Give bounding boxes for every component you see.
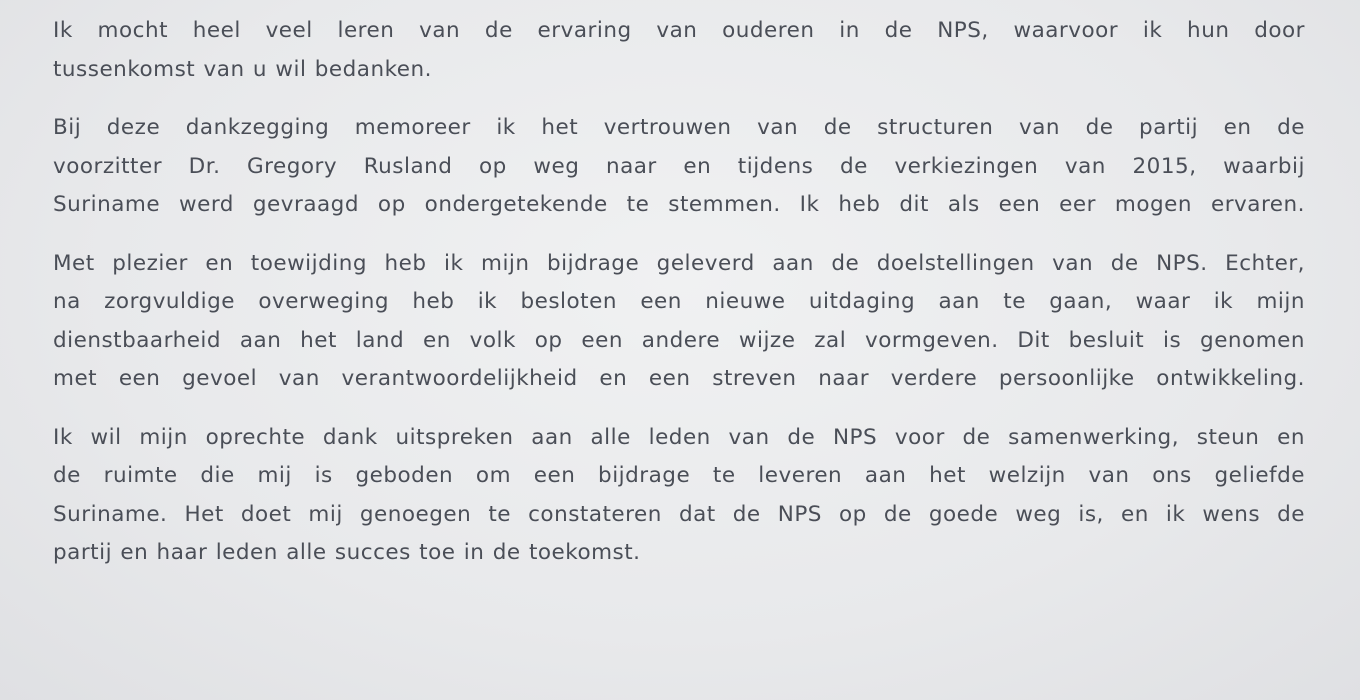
paragraph-line: Bij deze dankzegging memoreer ik het vertrouwen van de structuren van de partij en de: [53, 115, 1305, 140]
paragraph-line: dienstbaarheid aan het land en volk op een andere wijze zal vormgeven. Dit besluit is genomen: [53, 327, 1305, 353]
paragraph-1: [53, 12, 1305, 89]
paragraph-line: Suriname. Het doet mij genoegen te constateren dat de NPS op de goede weg is, en ik wens de: [53, 501, 1305, 527]
cropped-top-line: [48, 0, 1308, 4]
paragraph-line: partij en haar leden alle succes toe in de toekomst.: [53, 540, 641, 565]
paragraph-line: de ruimte die mij is geboden om een bijdrage te leveren aan het welzijn van ons geliefde: [53, 463, 1305, 488]
paragraph-2: [53, 109, 1305, 225]
paragraph-line: Suriname werd gevraagd op ondergetekende te stemmen. Ik heb dit als een eer mogen ervaren.: [53, 192, 1305, 217]
paragraph-3: [53, 245, 1305, 399]
letter-body: [53, 12, 1305, 593]
paragraph-line: na zorgvuldige overweging heb ik besloten een nieuwe uitdaging aan te gaan, waar ik mijn: [53, 289, 1305, 314]
paragraph-line: met een gevoel van verantwoordelijkheid en een streven naar verdere persoonlijke ontwikkeling.: [53, 366, 1305, 391]
paragraph-line: Ik mocht heel veel leren van de ervaring van ouderen in de NPS, waarvoor ik hun door: [53, 18, 1305, 43]
paragraph-line: tussenkomst van u wil bedanken.: [53, 56, 432, 82]
paragraph-line: Met plezier en toewijding heb ik mijn bijdrage geleverd aan de doelstellingen van de NPS. Echter,: [53, 250, 1305, 276]
paragraph-line: Ik wil mijn oprechte dank uitspreken aan alle leden van de NPS voor de samenwerking, steun en: [53, 424, 1305, 450]
paragraph-line: voorzitter Dr. Gregory Rusland op weg naar en tijdens de verkiezingen van 2015, waarbij: [53, 153, 1305, 179]
paragraph-4: [53, 419, 1305, 573]
